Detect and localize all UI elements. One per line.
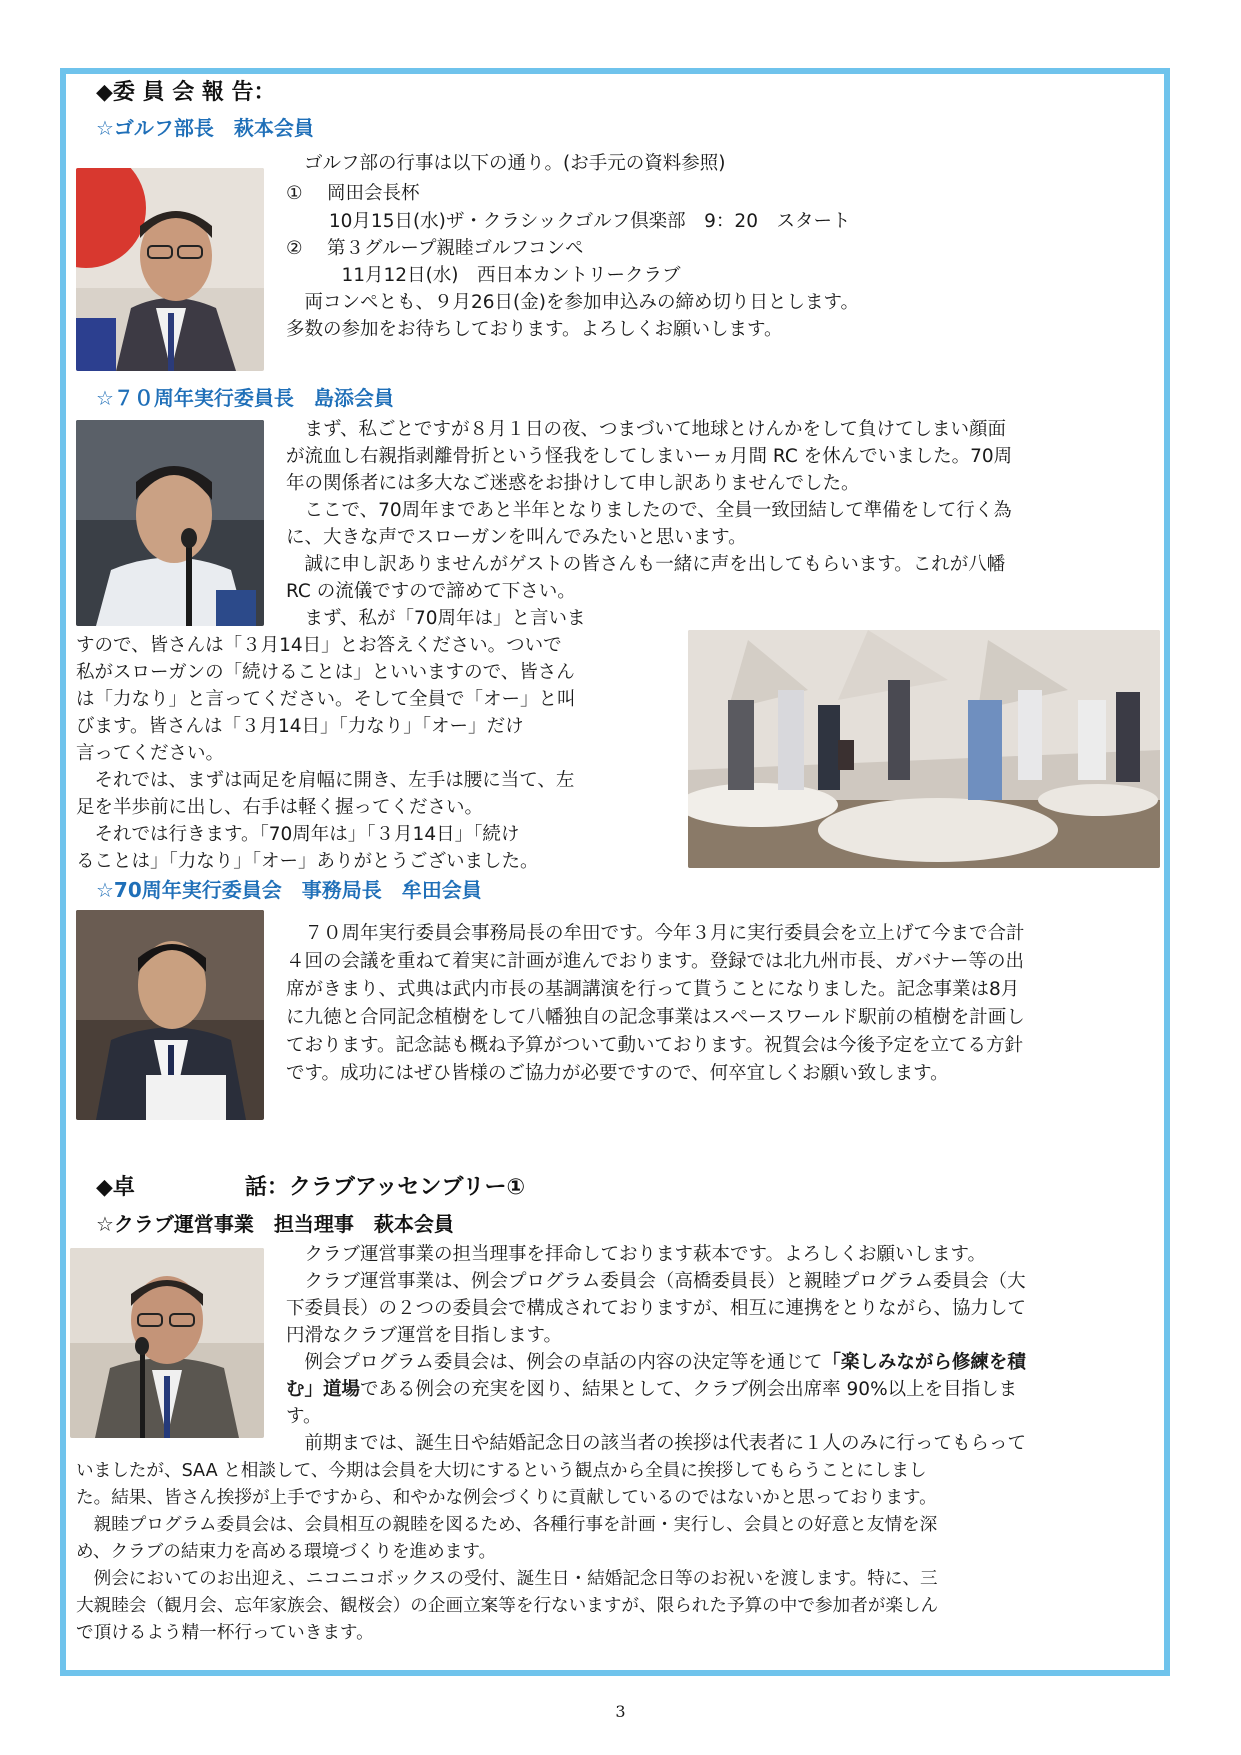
anniv-narrow-4: びます。皆さんは「３月14日」「力なり」「オー」だけ bbox=[76, 716, 524, 737]
club-top-2: クラブ運営事業は、例会プログラム委員会（高橋委員長）と親睦プログラム委員会（大 bbox=[286, 1271, 1026, 1292]
club-bottom-8: で頂けるよう精一杯行っていきます。 bbox=[76, 1623, 374, 1643]
anniv-wide-6: 誠に申し訳ありませんがゲストの皆さんも一緒に声を出してもらいます。これが八幡 bbox=[286, 554, 1006, 575]
committee-heading: ◆委 員 会 報 告： bbox=[96, 80, 276, 105]
club-bottom-2: いましたが、SAA と相談して、今期は会員を大切にするという観点から全員に挨拶してもらうことにしまし bbox=[76, 1461, 927, 1481]
golf-line-6: 両コンペとも、９月26日(金)を参加申込みの締め切り日とします。 bbox=[286, 292, 859, 313]
page-number: 3 bbox=[615, 1702, 626, 1721]
club-prog-line-1 bbox=[286, 1351, 1026, 1376]
anniv-wide-8: まず、私が「70周年は」と言いま bbox=[286, 608, 586, 629]
club-title: ☆クラブ運営事業 担当理事 萩本会員 bbox=[96, 1212, 454, 1236]
golf-speaker-photo bbox=[76, 168, 264, 371]
golf-line-1: ゴルフ部の行事は以下の通り。(お手元の資料参照) bbox=[304, 153, 726, 174]
anniv-narrow-1: すので、皆さんは「３月14日」とお答えください。ついで bbox=[76, 635, 562, 656]
golf-line-5: 11月12日(水) 西日本カントリークラブ bbox=[286, 265, 681, 286]
golf-line-2: ① 岡田会長杯 bbox=[286, 183, 420, 204]
golf-line-7: 多数の参加をお待ちしております。よろしくお願いします。 bbox=[286, 319, 783, 340]
anniv-speaker-photo bbox=[76, 420, 264, 626]
golf-line-3: 10月15日(水)ザ・クラシックゴルフ倶楽部 9：20 スタート bbox=[286, 211, 851, 232]
club-bottom-3: た。結果、皆さん挨拶が上手ですから、和やかな例会づくりに貢献しているのではないかと思っております。 bbox=[76, 1488, 937, 1508]
secretariat-line-2: ４回の会議を重ねて着実に計画が進んでおります。登録では北九州市長、ガバナー等の出 bbox=[286, 951, 1025, 972]
secretariat-line-6: です。成功にはぜひ皆様のご協力が必要ですので、何卒宜しくお願い致します。 bbox=[286, 1063, 949, 1084]
secretariat-title: ☆70周年実行委員会 事務局長 牟田会員 bbox=[96, 878, 482, 902]
secretariat-line-4: に九徳と合同記念植樹をして八幡独自の記念事業はスペースワールド駅前の植樹を計画し bbox=[286, 1007, 1025, 1028]
club-bottom-5: め、クラブの結束力を高める環境づくりを進めます。 bbox=[76, 1542, 497, 1562]
club-top-1: クラブ運営事業の担当理事を拝命しております萩本です。よろしくお願いします。 bbox=[286, 1244, 987, 1265]
club-bottom-7: 大親睦会（観月会、忘年家族会、観桜会）の企画立案等を行ないますが、限られた予算の中で参加者が楽しん bbox=[76, 1596, 939, 1616]
club-top-3: 下委員長）の２つの委員会で構成されておりますが、相互に連携をとりながら、協力して bbox=[286, 1298, 1027, 1319]
anniv-wide-7: RC の流儀ですので諦めて下さい。 bbox=[286, 581, 576, 602]
golf-line-4: ② 第３グループ親睦ゴルフコンペ bbox=[286, 238, 584, 259]
secretariat-line-3: 席がきまり、式典は武内市長の基調講演を行って貰うことになりました。記念事業は8月 bbox=[286, 979, 1020, 1000]
anniv-narrow-3: は「力なり」と言ってください。そして全員で「オー」と叫 bbox=[76, 689, 576, 710]
talk-heading: ◆卓 話：クラブアッセンブリー① bbox=[96, 1175, 526, 1200]
anniv-wide-3: 年の関係者には多大なご迷惑をお掛けして申し訳ありませんでした。 bbox=[286, 473, 860, 494]
club-prog-emph-2: む」道場 bbox=[286, 1379, 361, 1400]
anniv-wide-5: に、大きな声でスローガンを叫んでみたいと思います。 bbox=[286, 527, 747, 548]
club-prog-line-2 bbox=[286, 1378, 1017, 1403]
anniv-wide-4: ここで、70周年まであと半年となりましたので、全員一致団結して準備をして行く為 bbox=[286, 500, 1012, 521]
anniv-narrow-8: それでは行きます。「70周年は」「３月14日」「続け bbox=[76, 824, 520, 845]
club-bottom-6: 例会においてのお出迎え、ニコニコボックスの受付、誕生日・結婚記念日等のお祝いを渡します。特に、三 bbox=[76, 1569, 938, 1589]
club-bottom-4: 親睦プログラム委員会は、会員相互の親睦を図るため、各種行事を計画・実行し、会員との好意と友情を深 bbox=[76, 1515, 938, 1535]
club-prog-post: である例会の充実を図り、結果として、クラブ例会出席率 90%以上を目指しま bbox=[360, 1379, 1018, 1400]
golf-title: ☆ゴルフ部長 萩本会員 bbox=[96, 116, 314, 140]
club-prog-pre: 例会プログラム委員会は、例会の卓話の内容の決定等を通じて bbox=[286, 1352, 823, 1373]
anniv-narrow-9: ることは」「力なり」「オー」ありがとうございました。 bbox=[76, 851, 539, 872]
anniv-narrow-2: 私がスローガンの「続けることは」といいますので、皆さん bbox=[76, 662, 575, 683]
secretariat-line-5: ております。記念誌も概ね予算がついて動いております。祝賀会は今後予定を立てる方針 bbox=[286, 1035, 1024, 1056]
club-prog-end: す。 bbox=[286, 1406, 322, 1427]
secretariat-line-1: ７０周年実行委員会事務局長の牟田です。今年３月に実行委員会を立上げて今まで合計 bbox=[286, 923, 1025, 944]
anniv-wide-2: が流血し右親指剥離骨折という怪我をしてしまいーヵ月間 RC を休んでいました。70周 bbox=[286, 446, 1013, 467]
anniv-narrow-7: 足を半歩前に出し、右手は軽く握ってください。 bbox=[76, 797, 484, 818]
anniv-wide-1: まず、私ごとですが８月１日の夜、つまづいて地球とけんかをして負けてしまい顔面 bbox=[286, 419, 1007, 440]
club-top-4: 円滑なクラブ運営を目指します。 bbox=[286, 1325, 563, 1346]
club-speaker-photo bbox=[70, 1248, 264, 1438]
anniv-narrow-6: それでは、まずは両足を肩幅に開き、左手は腰に当て、左 bbox=[76, 770, 575, 791]
banquet-hall-photo bbox=[688, 630, 1160, 868]
secretariat-speaker-photo bbox=[76, 910, 264, 1120]
anniv-title: ☆７０周年実行委員長 島添会員 bbox=[96, 386, 394, 410]
club-prog-emph-1: 「楽しみながら修練を積 bbox=[822, 1352, 1026, 1373]
anniv-narrow-5: 言ってください。 bbox=[76, 743, 225, 764]
club-bottom-1: 前期までは、誕生日や結婚記念日の該当者の挨拶は代表者に１人のみに行ってもらって bbox=[286, 1433, 1027, 1454]
